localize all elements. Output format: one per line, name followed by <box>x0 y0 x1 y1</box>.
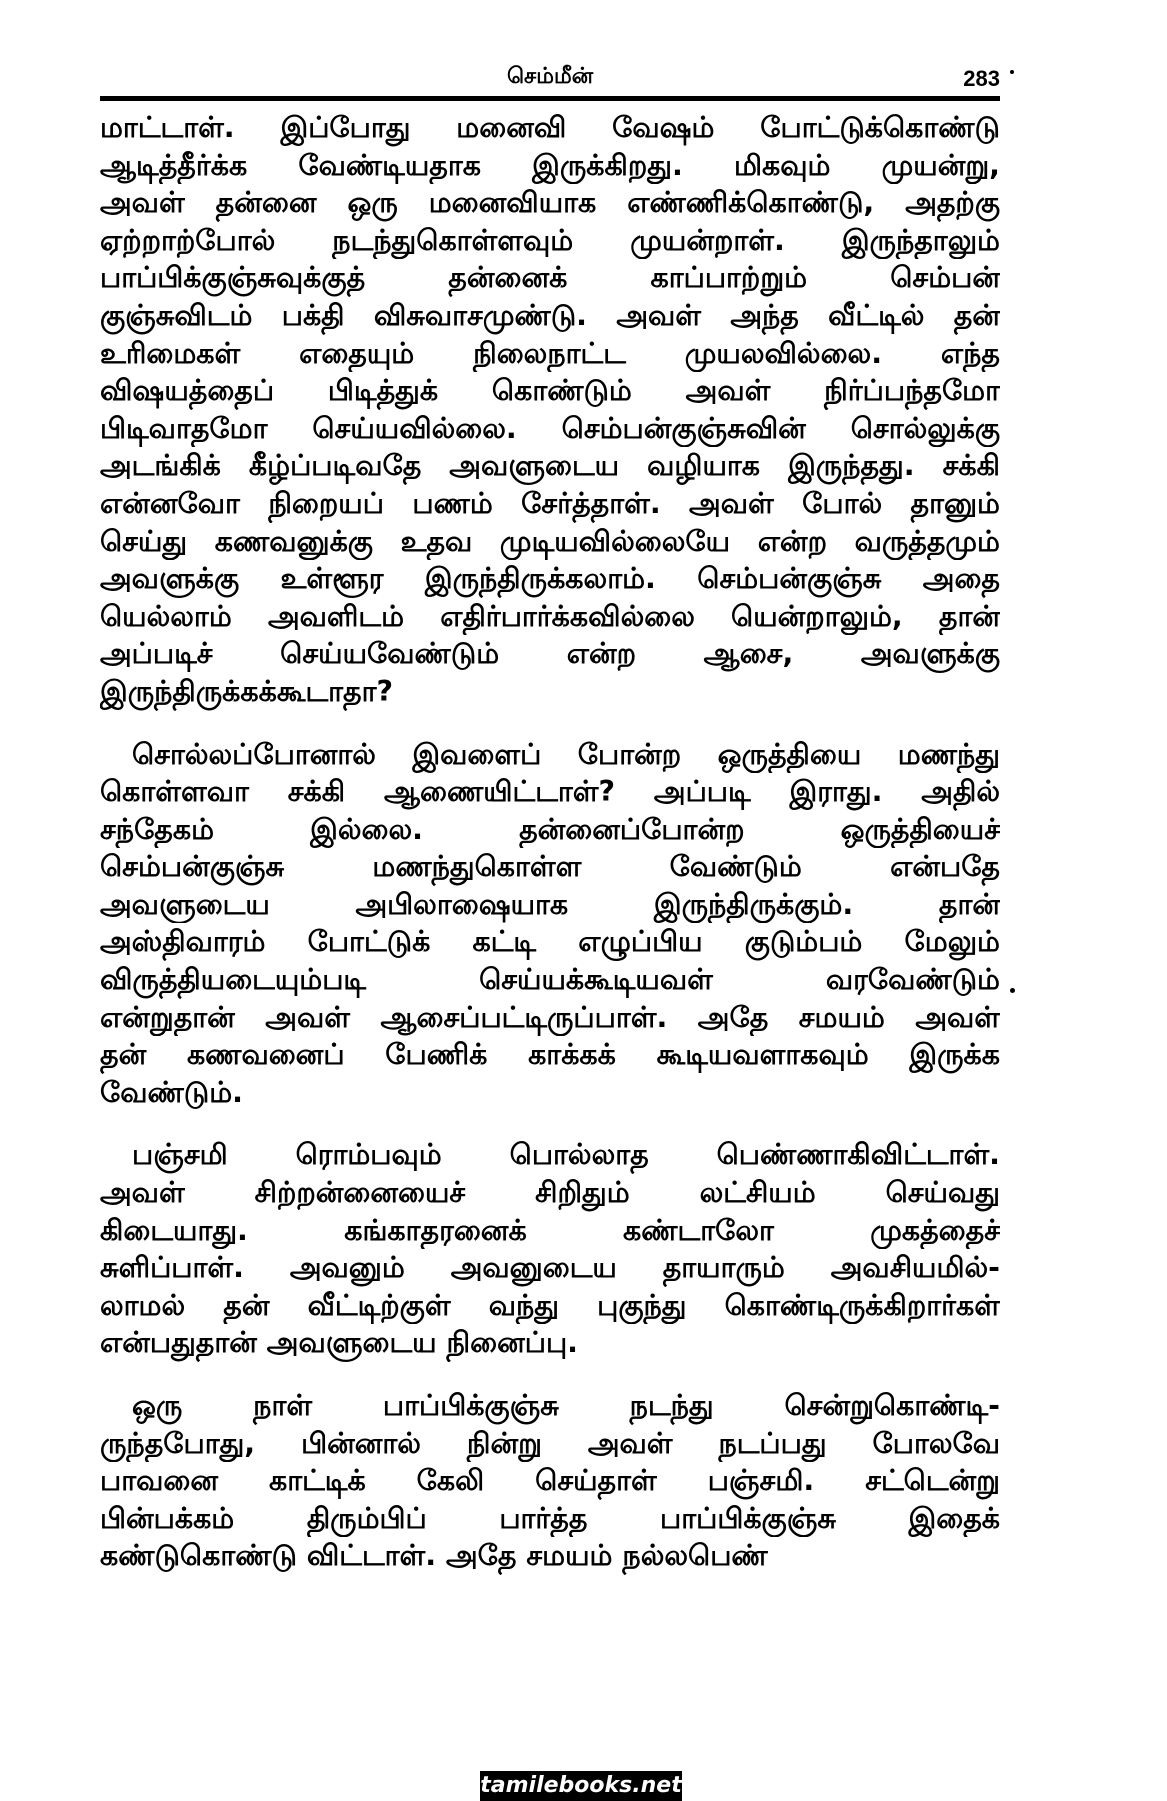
text-line: சுளிப்பாள். அவனும் அவனுடைய தாயாரும் அவசியமில்- <box>100 1251 1000 1285</box>
text-line: பிடிவாதமோ செய்யவில்லை. செம்பன்குஞ்சுவின் சொல்லுக்கு <box>100 411 1000 445</box>
text-line: யெல்லாம் அவளிடம் எதிர்பார்க்கவில்லை யென்றாலும், தான் <box>100 599 1000 633</box>
text-line: செம்பன்குஞ்சு மணந்துகொள்ள வேண்டும் என்பதே <box>100 850 1000 884</box>
text-line: என்னவோ நிறையப் பணம் சேர்த்தாள். அவள் போல் தானும் <box>100 486 1000 520</box>
text-line: பாப்பிக்குஞ்சுவுக்குத் தன்னைக் காப்பாற்றும் செம்பன் <box>100 261 1000 295</box>
running-title: செம்மீன் <box>506 64 594 89</box>
text-line: இருந்திருக்கக்கூடாதா? <box>100 674 394 708</box>
stray-mark <box>1010 988 1015 993</box>
text-line: ஒரு நாள் பாப்பிக்குஞ்சு நடந்து சென்றுகொண்டி- <box>132 1389 1000 1422</box>
text-line: என்றுதான் அவள் ஆசைப்பட்டிருப்பாள். அதே சமயம் அவள் <box>100 1000 1000 1034</box>
text-line: அவள் சிற்றன்னையைச் சிறிதும் லட்சியம் செய்வது <box>100 1176 1000 1210</box>
text-line: அவளுக்கு உள்ளூர இருந்திருக்கலாம். செம்பன்குஞ்சு அதை <box>100 562 1000 596</box>
text-line: அடங்கிக் கீழ்ப்படிவதே அவளுடைய வழியாக இருந்தது. சக்கி <box>100 449 1000 483</box>
text-line: பாவனை காட்டிக் கேலி செய்தாள் பஞ்சமி. சட்டென்று <box>100 1464 1000 1498</box>
watermark-badge: tamilebooks.net <box>480 1771 682 1801</box>
text-line: சந்தேகம் இல்லை. தன்னைப்போன்ற ஒருத்தியைச் <box>100 812 1000 846</box>
text-line: குஞ்சுவிடம் பக்தி விசுவாசமுண்டு. அவள் அந்த வீட்டில் தன் <box>100 298 1000 332</box>
text-line: அவள் தன்னை ஒரு மனைவியாக எண்ணிக்கொண்டு, அதற்கு <box>100 186 1000 220</box>
text-line: தன் கணவனைப் பேணிக் காக்கக் கூடியவளாகவும் இருக்க <box>100 1038 1000 1072</box>
paragraph <box>100 109 1000 711</box>
book-page <box>100 60 1000 1575</box>
running-header <box>100 60 1000 101</box>
text-line: செய்து கணவனுக்கு உதவ முடியவில்லையே என்ற வருத்தமும் <box>100 524 1000 558</box>
text-line: பஞ்சமி ரொம்பவும் பொல்லாத பெண்ணாகிவிட்டாள். <box>132 1138 1000 1172</box>
text-line: கொள்ளவா சக்கி ஆணையிட்டாள்? அப்படி இராது. அதில் <box>100 775 1000 809</box>
page-number: 283 <box>963 66 1000 91</box>
text-line: கிடையாது. கங்காதரனைக் கண்டாலோ முகத்தைச் <box>100 1213 1000 1247</box>
stray-mark <box>1010 70 1014 74</box>
text-line: மாட்டாள். இப்போது மனைவி வேஷம் போட்டுக்கொண்டு <box>100 111 1000 144</box>
text-line: விஷயத்தைப் பிடித்துக் கொண்டும் அவள் நிர்ப்பந்தமோ <box>100 374 1000 408</box>
text-line: ஏற்றாற்போல் நடந்துகொள்ளவும் முயன்றாள். இருந்தாலும் <box>100 223 1000 257</box>
text-line: ருந்தபோது, பின்னால் நின்று அவள் நடப்பது போலவே <box>100 1426 1000 1460</box>
text-line: என்பதுதான் அவளுடைய நினைப்பு. <box>100 1326 578 1360</box>
text-line: ஆடித்தீர்க்க வேண்டியதாக இருக்கிறது. மிகவும் முயன்று, <box>100 148 1000 182</box>
paragraph <box>100 736 1000 1112</box>
body-text <box>100 109 1000 1575</box>
text-line: கண்டுகொண்டு விட்டாள். அதே சமயம் நல்லபெண் <box>100 1539 768 1573</box>
text-line: அவளுடைய அபிலாஷையாக இருந்திருக்கும். தான் <box>100 887 1000 921</box>
text-line: அஸ்திவாரம் போட்டுக் கட்டி எழுப்பிய குடும்பம் மேலும் <box>100 925 1000 959</box>
text-line: லாமல் தன் வீட்டிற்குள் வந்து புகுந்து கொண்டிருக்கிறார்கள் <box>100 1288 1000 1322</box>
paragraph <box>100 1387 1000 1575</box>
paragraph <box>100 1136 1000 1362</box>
text-line: உரிமைகள் எதையும் நிலைநாட்ட முயலவில்லை. எந்த <box>100 336 1000 370</box>
text-line: வேண்டும். <box>100 1075 243 1109</box>
text-line: விருத்தியடையும்படி செய்யக்கூடியவள் வரவேண்டும் <box>100 963 1000 997</box>
text-line: அப்படிச் செய்யவேண்டும் என்ற ஆசை, அவளுக்கு <box>100 637 1000 671</box>
text-line: சொல்லப்போனால் இவளைப் போன்ற ஒருத்தியை மணந்து <box>132 737 1000 771</box>
text-line: பின்பக்கம் திரும்பிப் பார்த்த பாப்பிக்குஞ்சு இதைக் <box>100 1501 1000 1535</box>
